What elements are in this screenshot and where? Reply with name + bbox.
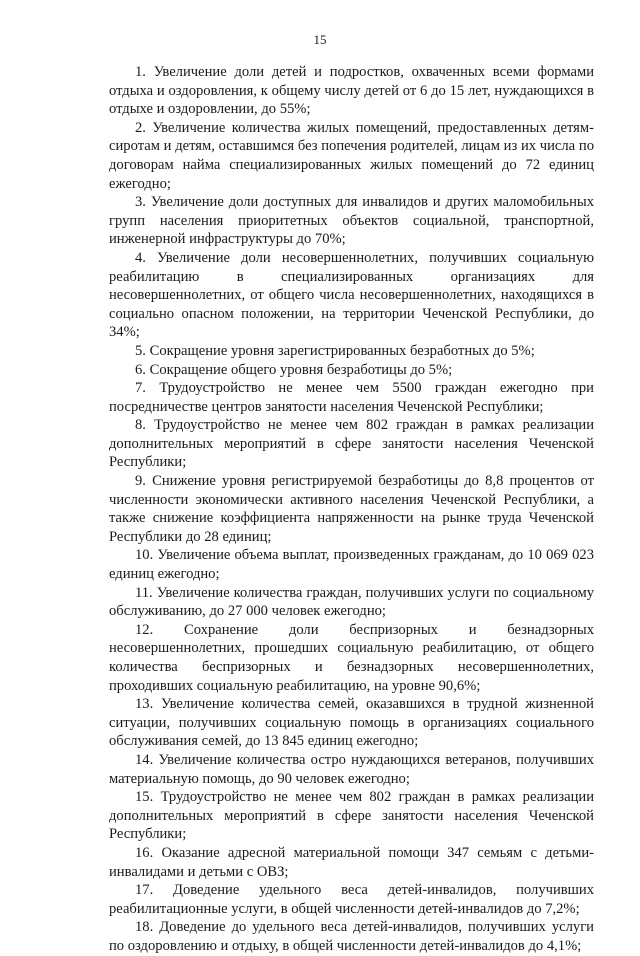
list-item-18: 18. Доведение до удельного веса детей-инвалидов, получивших услуги по оздоровлению и отдыху, в общей численности детей-инвалидов до 4,1%; <box>109 919 594 954</box>
list-item-16: 16. Оказание адресной материальной помощи 347 семьям с детьми-инвалидами и детьми с ОВЗ; <box>109 844 594 880</box>
list-item-4: 4. Увеличение доли несовершеннолетних, получивших социальную реабилитацию в специализированных организациях для несовершеннолетних, от общего числа несовершеннолетних, находящихся в социально опасном положении, на территории Чеченской Республики, до 34%; <box>109 249 594 341</box>
page-number: 15 <box>313 32 327 47</box>
list-item-17: 17. Доведение удельного веса детей-инвалидов, получивших реабилитационные услуги, в общей численности детей-инвалидов до 7,2%; <box>109 882 594 917</box>
list-item-7: 7. Трудоустройство не менее чем 5500 граждан ежегодно при посредничестве центров занятости населения Чеченской Республики; <box>109 380 594 415</box>
list-item-2: 2. Увеличение количества жилых помещений, предоставленных детям-сиротам и детям, оставшимся без попечения родителей, лицам из их числа по договорам найма специализированных жилых помещений до 72 единиц ежегодно; <box>109 119 594 192</box>
list-item-5: 5. Сокращение уровня зарегистрированных безработных до 5%; <box>135 342 535 359</box>
list-item-14: 14. Увеличение количества остро нуждающихся ветеранов, получивших материальную помощь, до 90 человек ежегодно; <box>109 751 594 787</box>
list-item-8: 8. Трудоустройство не менее чем 802 граждан в рамках реализации дополнительных мероприятий в сфере занятости населения Чеченской Республики; <box>109 417 594 471</box>
list-item-6: 6. Сокращение общего уровня безработицы до 5%; <box>135 361 453 378</box>
target-indicators-list <box>109 63 594 956</box>
list-item-13: 13. Увеличение количества семей, оказавшихся в трудной жизненной ситуации, получивших социальную помощь в организациях социального обслуживания семей, до 13 845 единиц ежегодно; <box>109 696 594 750</box>
list-item-9: 9. Снижение уровня регистрируемой безработицы до 8,8 процентов от численности экономически активного населения Чеченской Республики, а также снижение коэффициента напряженности на рынке труда Чеченской Республики до 28 единиц; <box>109 473 594 545</box>
list-item-11: 11. Увеличение количества граждан, получивших услуги по социальному обслуживанию, до 27 000 человек ежегодно; <box>109 584 594 620</box>
list-item-10: 10. Увеличение объема выплат, произведенных гражданам, до 10 069 023 единиц ежегодно; <box>109 547 594 583</box>
list-item-1: 1. Увеличение доли детей и подростков, охваченных всеми формами отдыха и оздоровления, к общему числу детей от 6 до 15 лет, нуждающихся в отдыхе и оздоровлении, до 55%; <box>109 64 594 118</box>
list-item-15: 15. Трудоустройство не менее чем 802 граждан в рамках реализации дополнительных мероприятий в сфере занятости населения Чеченской Республики; <box>109 789 594 843</box>
list-item-12: 12. Сохранение доли беспризорных и безнадзорных несовершеннолетних, прошедших социальную реабилитацию, от общего количества беспризорных и безнадзорных несовершеннолетних, проходивших социальную реабилитацию, на уровне 90,6%; <box>109 621 594 694</box>
list-item-3: 3. Увеличение доли доступных для инвалидов и других маломобильных групп населения приоритетных объектов социальной, транспортной, инженерной инфраструктуры до 70%; <box>109 194 594 248</box>
